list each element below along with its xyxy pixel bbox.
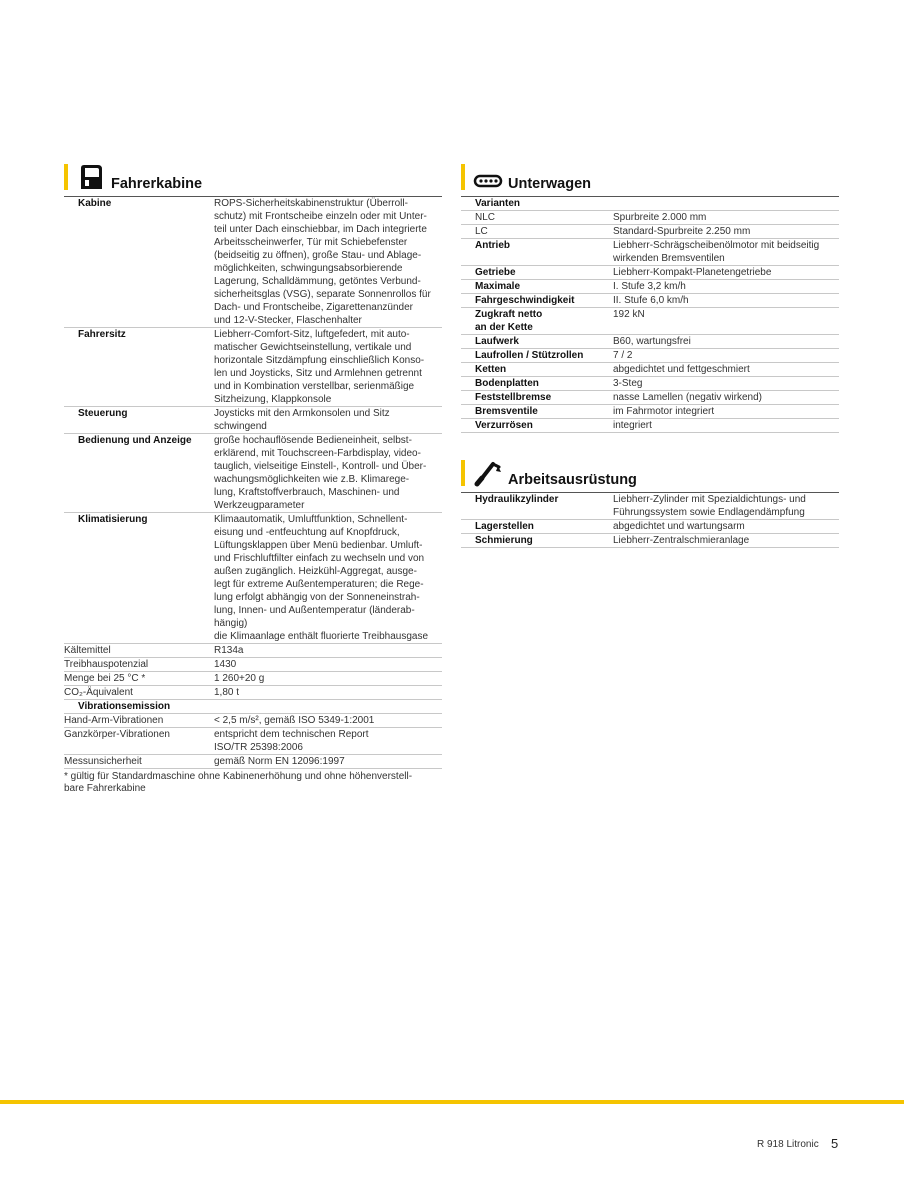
spec-label: Ganzkörper-Vibrationen [64,728,214,755]
spec-row [64,328,442,407]
spec-label: Fahrersitz [64,328,214,407]
spec-value [613,197,839,211]
spec-label: Ketten [461,363,613,377]
spec-row [461,211,839,225]
spec-value: I. Stufe 3,2 km/h [613,280,839,294]
spec-row [64,513,442,644]
spec-row [461,405,839,419]
spec-label: Bedienung und Anzeige [64,434,214,513]
spec-value: Liebherr-Comfort-Sitz, luftgefedert, mit auto- matischer Gewichtseinstellung, vertikale und horizontale Sitzdämpfung einschließlich Konso- len und Joysticks, Sitz und Armlehnen getrennt und in Kombination verstellbar, serienmäßige Sitzheizung, Klappkonsole [214,328,442,407]
spec-label: Menge bei 25 °C * [64,672,214,686]
spec-label: Klimatisierung [64,513,214,644]
spec-row [461,493,839,520]
spec-label: Lagerstellen [461,520,613,534]
spec-label: Maximale [461,280,613,294]
spec-value: Joysticks mit den Armkonsolen und Sitz schwingend [214,407,442,434]
spec-label: Verzurrösen [461,419,613,433]
spec-value: II. Stufe 6,0 km/h [613,294,839,308]
spec-row [64,714,442,728]
spec-row [461,520,839,534]
spec-label: Hydraulikzylinder [461,493,613,520]
spec-value: abgedichtet und wartungsarm [613,520,839,534]
spec-row [461,349,839,363]
spec-row [461,197,839,211]
spec-value: Spurbreite 2.000 mm [613,211,839,225]
spec-label: NLC [461,211,613,225]
spec-row [461,225,839,239]
section-header [64,162,442,196]
spec-label: Fahrgeschwindigkeit [461,294,613,308]
spec-value: nasse Lamellen (negativ wirkend) [613,391,839,405]
spec-row [64,644,442,658]
spec-value: abgedichtet und fettgeschmiert [613,363,839,377]
spec-label: Antrieb [461,239,613,266]
spec-label: Kabine [64,197,214,328]
spec-label: Bremsventile [461,405,613,419]
section-arbeitsausruestung [461,458,839,548]
spec-row [461,335,839,349]
accent-bar [64,164,68,190]
boom-arm-icon [473,458,503,488]
spec-value: Liebherr-Zentralschmieranlage [613,534,839,548]
spec-row [461,239,839,266]
spec-row [64,672,442,686]
spec-label: Varianten [461,197,613,211]
spec-value: 1,80 t [214,686,442,700]
spec-row [64,686,442,700]
spec-row [64,197,442,328]
spec-value: Standard-Spurbreite 2.250 mm [613,225,839,239]
spec-value: im Fahrmotor integriert [613,405,839,419]
spec-label: Kältemittel [64,644,214,658]
spec-row [461,534,839,548]
footnote: * gültig für Standardmaschine ohne Kabinenerhöhung und ohne höhenverstell- bare Fahrerkabine [64,771,413,794]
spec-label: CO₂-Äquivalent [64,686,214,700]
section-fahrerkabine [64,162,442,795]
spec-label: Treibhauspotenzial [64,658,214,672]
spec-row [461,266,839,280]
spec-value: < 2,5 m/s², gemäß ISO 5349-1:2001 [214,714,442,728]
spec-label: Steuerung [64,407,214,434]
spec-label: Laufrollen / Stützrollen [461,349,613,363]
spec-row [64,700,442,714]
spec-value: 1430 [214,658,442,672]
footer-accent-line [0,1100,904,1104]
spec-table-unterwagen [461,197,839,433]
footer-model-name: R 918 Litronic [757,1139,819,1150]
spec-row [461,294,839,308]
spec-value: gemäß Norm EN 12096:1997 [214,755,442,769]
spec-value: ROPS-Sicherheitskabinenstruktur (Überroll- schutz) mit Frontscheibe einzeln oder mit Unter- teil unter Dach einschiebbar, im Dach integrierte Arbeitsscheinwerfer, Tür mit Schiebefenster (beidseitig zu öffnen), große Stau- und Ablage- möglichkeiten, schwingungsabsorbierende Lagerung, Schalldämmung, getöntes Verbund- sicherheitsglas (VSG), separate Sonnenrollos für Dach- und Frontscheibe, Zigarettenanzünder und 12-V-Stecker, Flaschenhalter [214,197,442,328]
section-title: Unterwagen [508,176,591,192]
section-unterwagen [461,162,839,433]
spec-value: R134a [214,644,442,658]
section-title: Arbeitsausrüstung [508,472,637,488]
spec-row [461,363,839,377]
spec-value: Liebherr-Schrägscheibenölmotor mit beidseitig wirkenden Bremsventilen [613,239,839,266]
spec-value: Liebherr-Kompakt-Planetengetriebe [613,266,839,280]
spec-value: 1 260+20 g [214,672,442,686]
spec-value: integriert [613,419,839,433]
spec-row [461,280,839,294]
spec-value [214,700,442,714]
spec-table-fahrerkabine [64,197,442,769]
spec-label: Messunsicherheit [64,755,214,769]
spec-row [64,407,442,434]
spec-row [64,658,442,672]
spec-table-arbeitsausruestung [461,493,839,548]
spec-value: entspricht dem technischen Report ISO/TR 25398:2006 [214,728,442,755]
cab-icon [76,162,106,192]
spec-value: 192 kN [613,308,839,335]
spec-row [64,755,442,769]
spec-label: Feststellbremse [461,391,613,405]
spec-value: Klimaautomatik, Umluftfunktion, Schnellent- eisung und -entfeuchtung auf Knopfdruck, Lüftungsklappen über Menü bedienbar. Umluft- und Frischluftfilter einfach zu wechseln und von außen zugänglich. Heizkühl-Aggregat, ausge- legt für extreme Außentemperaturen; die Rege- lung erfolgt abhängig von der Sonneneinstrah- lung, Innen- und Außentemperatur (länderab- hängig) die Klimaanlage enthält fluorierte Treibhausgase [214,513,442,644]
section-header [461,162,839,196]
accent-bar [461,460,465,486]
spec-value: 7 / 2 [613,349,839,363]
spec-label: Laufwerk [461,335,613,349]
spec-label: LC [461,225,613,239]
spec-row [64,434,442,513]
accent-bar [461,164,465,190]
section-title: Fahrerkabine [111,176,203,192]
spec-label: Getriebe [461,266,613,280]
section-header [461,458,839,492]
spec-label: Hand-Arm-Vibrationen [64,714,214,728]
spec-label: Schmierung [461,534,613,548]
spec-label: Bodenplatten [461,377,613,391]
spec-row [461,377,839,391]
spec-value: 3-Steg [613,377,839,391]
spec-value: Liebherr-Zylinder mit Spezialdichtungs- und Führungssystem sowie Endlagendämpfung [613,493,839,520]
spec-value: B60, wartungsfrei [613,335,839,349]
page-number: 5 [831,1136,839,1151]
spec-row [461,391,839,405]
spec-value: große hochauflösende Bedieneinheit, selbst- erklärend, mit Touchscreen-Farbdisplay, video- tauglich, vielseitige Einstell-, Kontroll- und Über- wachungsmöglichkeiten wie z.B. Klimarege- lung, Kraftstoffverbrauch, Maschinen- und Werkzeugparameter [214,434,442,513]
spec-row [64,728,442,755]
track-icon [473,162,503,192]
spec-row [461,419,839,433]
spec-label: Vibrationsemission [64,700,214,714]
spec-label: Zugkraft netto an der Kette [461,308,613,335]
spec-row [461,308,839,335]
